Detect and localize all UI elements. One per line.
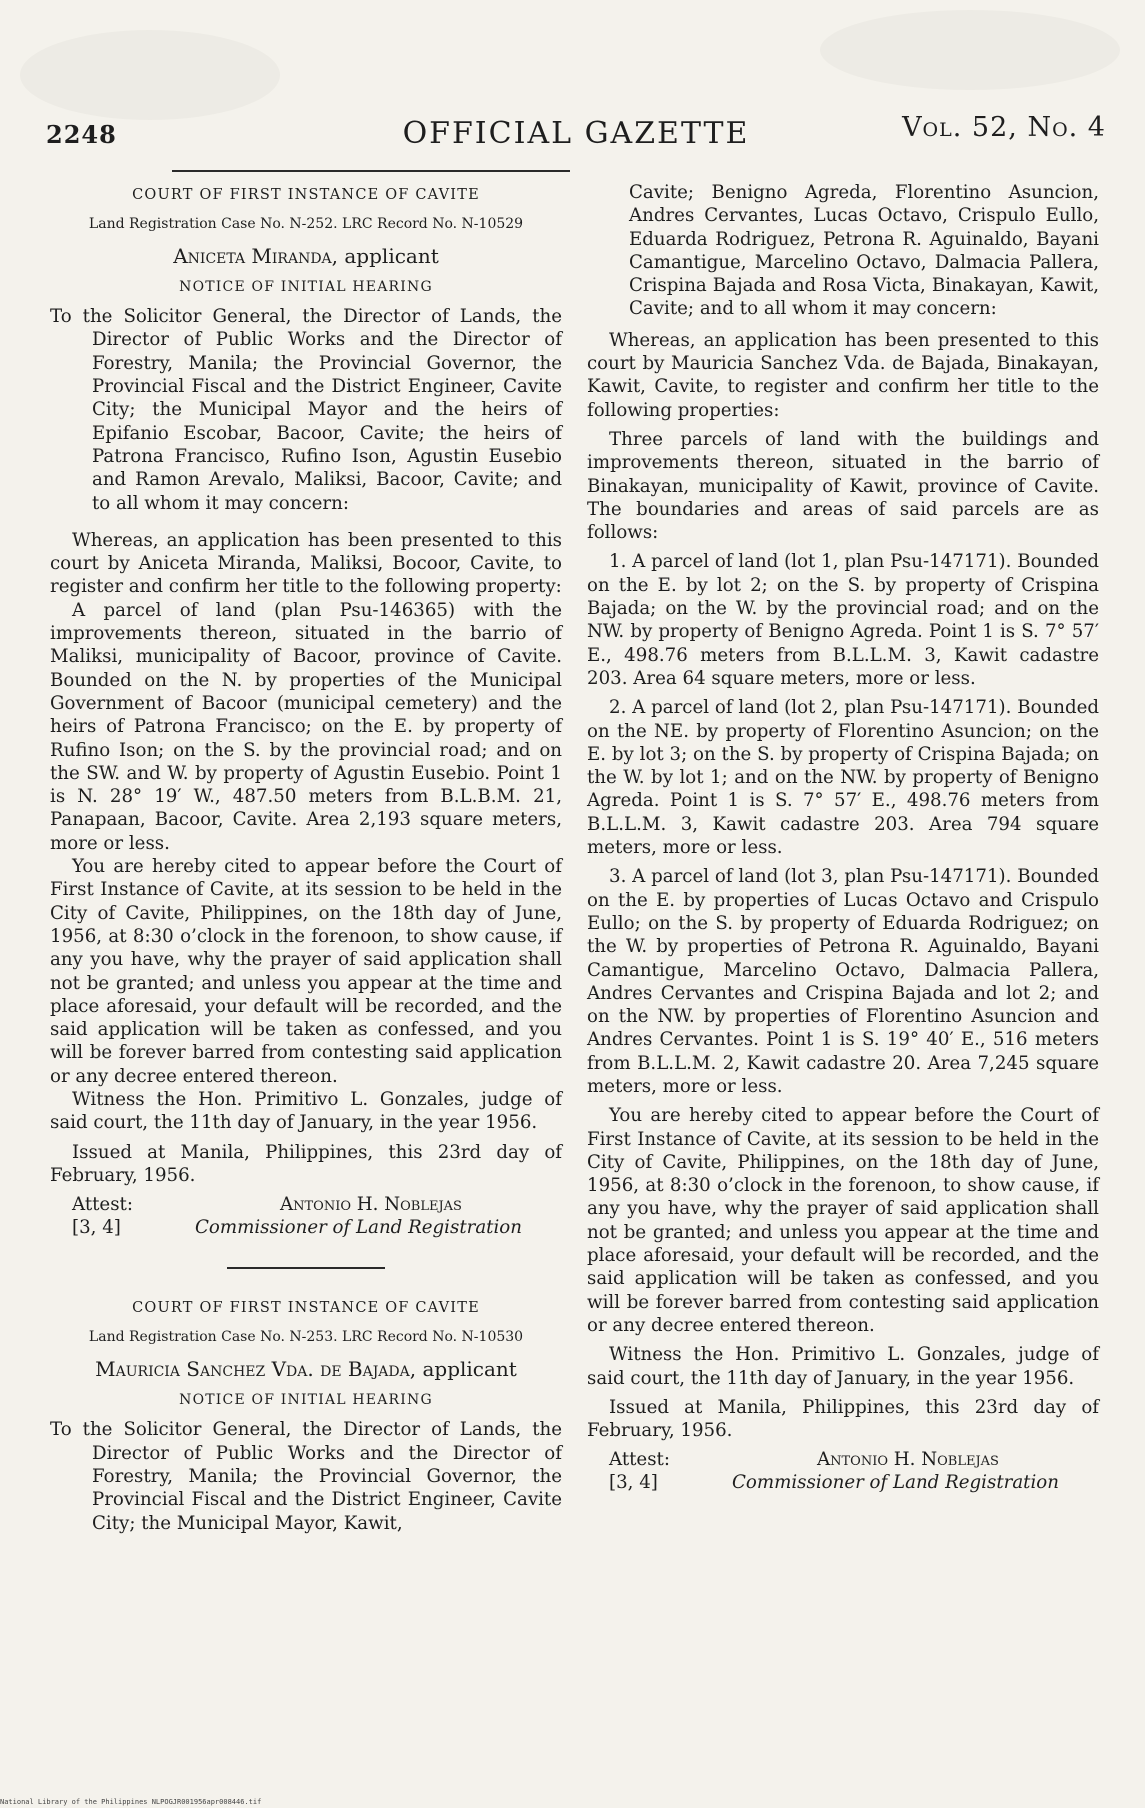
court-heading: COURT OF FIRST INSTANCE OF CAVITE (132, 187, 480, 203)
notice-heading: NOTICE OF INITIAL HEARING (179, 1392, 433, 1409)
applicant-line (50, 1358, 562, 1381)
scan-footer: National Library of the Philippines NLPOGJR001956apr008446.tif (0, 1798, 262, 1806)
whereas-paragraph: Whereas, an application has been presented to this court by Aniceta Miranda, Maliksi, Bocoor, Cavite, to register and confirm her title to the following property: (50, 529, 562, 598)
left-column (50, 184, 562, 1535)
address-paragraph (50, 305, 562, 515)
witness-paragraph: Witness the Hon. Primitivo L. Gonzales, judge of said court, the 11th day of January, in the year 1956. (50, 1088, 562, 1134)
case-reference: Land Registration Case No. N-253. LRC Record No. N-10530 (88, 1329, 524, 1346)
applicant-role: , applicant (409, 1356, 517, 1381)
issue-reference: [3, 4] (72, 1217, 121, 1239)
right-column (587, 181, 1099, 1496)
address-body: the Director of Public Works and the Director of Forestry, Manila; the Provincial Governor, the Provincial Fiscal and the District Engineer, Cavite City; the Municipal Mayor, Kawit, (92, 1419, 562, 1534)
paper-stain (820, 10, 1120, 90)
volume-number: Vol. 52, No. 4 (902, 112, 1106, 143)
cited-paragraph: You are hereby cited to appear before the Court of First Instance of Cavite, at its session to be held in the City of Cavite, Philippines, on the 18th day of June, 1956, at 8:30 o’clock in the forenoon, to show cause, if any you have, why the prayer of said application shall not be granted; and unless you appear at the time and place aforesaid, your default will be recorded, and the said application will be taken as confessed, and you will be forever barred from contesting said application or any decree entered thereon. (587, 1105, 1099, 1336)
case-reference: Land Registration Case No. N-252. LRC Record No. N-10529 (88, 216, 524, 233)
applicant-name: Mauricia Sanchez Vda. de Bajada (95, 1356, 410, 1381)
applicant-line (50, 245, 562, 268)
address-body: the Director of Public Works and the Director of Forestry, Manila; the Provincial Governor, the Provincial Fiscal and the District Engineer, Cavite City; the Municipal Mayor and the heirs of Epifanio Escobar, Bacoor, Cavite; the heirs of Patrona Francisco, Rufino Ison, Agustin Eusebio and Ramon Arevalo, Maliksi, Bacoor, Cavite; and to all whom it may concern: (92, 306, 562, 514)
paper-stain (20, 30, 280, 120)
whereas-paragraph: Whereas, an application has been presented to this court by Mauricia Sanchez Vda. de Bajada, Binakayan, Kawit, Cavite, to register and confirm her title to the following properties: (587, 329, 1099, 421)
parcels-intro-paragraph: Three parcels of land with the buildings and improvements thereon, situated in the barrio of Binakayan, municipality of Kawit, province of Cavite. The boundaries and areas of said parcels are as follows: (587, 428, 1099, 544)
page-header (46, 112, 1106, 158)
signatory-name: Antonio H. Noblejas (817, 1449, 999, 1471)
issued-paragraph: Issued at Manila, Philippines, this 23rd day of February, 1956. (587, 1396, 1099, 1442)
cited-paragraph: You are hereby cited to appear before the Court of First Instance of Cavite, at its session to be held in the City of Cavite, Philippines, on the 18th day of June, 1956, at 8:30 o’clock in the forenoon, to show cause, if any you have, why the prayer of said application shall not be granted; and unless you appear at the time and place aforesaid, your default will be recorded, and the said application will be taken as confessed, and you will be forever barred from contesting said application or any decree entered thereon. (50, 856, 562, 1087)
parcel-2-paragraph: 2. A parcel of land (lot 2, plan Psu-147171). Bounded on the NE. by property of Florentino Asuncion; on the E. by lot 3; on the S. by property of Crispina Bajada; on the W. by lot 1; and on the NW. by property of Benigno Agreda. Point 1 is S. 7° 57′ E., 498.76 meters from B.L.L.M. 3, Kawit cadastre 203. Area 794 square meters, more or less. (587, 697, 1099, 859)
court-heading: COURT OF FIRST INSTANCE OF CAVITE (132, 1300, 480, 1317)
signatory-title: Commissioner of Land Registration (732, 1472, 1059, 1494)
attest-block (587, 1448, 1099, 1496)
address-first-line: To the Solicitor General, the Director of Lands, (50, 1419, 522, 1441)
signatory-name: Antonio H. Noblejas (280, 1194, 462, 1216)
page-number: 2248 (46, 120, 117, 149)
applicant-role: , applicant (331, 243, 439, 268)
parcel-3-paragraph: 3. A parcel of land (lot 3, plan Psu-147171). Bounded on the E. by properties of Lucas Octavo and Crispulo Eullo; on the S. by property of Eduarda Rodriguez; on the W. by properties of Petrona R. Aguinaldo, Bayani Camantigue, Marcelino Octavo, Dalmacia Pallera, Andres Cervantes and Crispina Bajada and lot 2; and on the NW. by properties of Florentino Asuncion and Andres Cervantes. Point 1 is S. 19° 40′ E., 516 meters from B.L.L.M. 2, Kawit cadastre 20. Area 7,245 square meters, more or less. (587, 866, 1099, 1097)
applicant-name: Aniceta Miranda (173, 243, 332, 268)
parcel-paragraph: A parcel of land (plan Psu-146365) with the improvements thereon, situated in the barrio of Maliksi, municipality of Bacoor, province of Cavite. Bounded on the N. by properties of the Municipal Government of Bacoor (municipal cemetery) and the heirs of Patrona Francisco; on the E. by property of Rufino Ison; on the S. by the provincial road; and on the SW. and W. by property of Agustin Eusebio. Point 1 is N. 28° 19′ W., 487.50 meters from B.L.B.M. 21, Panapaan, Bacoor, Cavite. Area 2,193 square meters, more or less. (50, 599, 562, 854)
address-continuation: Cavite; Benigno Agreda, Florentino Asuncion, Andres Cervantes, Lucas Octavo, Crispulo Eullo, Eduarda Rodriguez, Petrona R. Aguinaldo, Bayani Camantigue, Marcelino Octavo, Dalmacia Pallera, Crispina Bajada and Rosa Victa, Binakayan, Kawit, Cavite; and to all whom it may concern: (629, 182, 1099, 320)
address-first-line: To the Solicitor General, the Director of Lands, (50, 306, 522, 328)
publication-title: OFFICIAL GAZETTE (402, 116, 750, 151)
attest-label: Attest: (609, 1449, 670, 1471)
address-paragraph (50, 1418, 562, 1534)
issue-reference: [3, 4] (609, 1472, 658, 1494)
issued-paragraph: Issued at Manila, Philippines, this 23rd day of February, 1956. (50, 1141, 562, 1186)
header-rule (172, 170, 570, 172)
signatory-title: Commissioner of Land Registration (195, 1217, 522, 1239)
witness-paragraph: Witness the Hon. Primitivo L. Gonzales, judge of said court, the 11th day of January, in the year 1956. (587, 1344, 1099, 1389)
attest-block (50, 1193, 562, 1241)
attest-label: Attest: (72, 1194, 133, 1216)
parcel-1-paragraph: 1. A parcel of land (lot 1, plan Psu-147171). Bounded on the E. by lot 2; on the S. by property of Crispina Bajada; on the W. by the provincial road; and on the NW. by property of Benigno Agreda. Point 1 is S. 7° 57′ E., 498.76 meters from B.L.L.M. 3, Kawit cadastre 203. Area 64 square meters, more or less. (587, 551, 1099, 689)
notice-heading: NOTICE OF INITIAL HEARING (179, 278, 433, 295)
section-divider (227, 1267, 385, 1269)
